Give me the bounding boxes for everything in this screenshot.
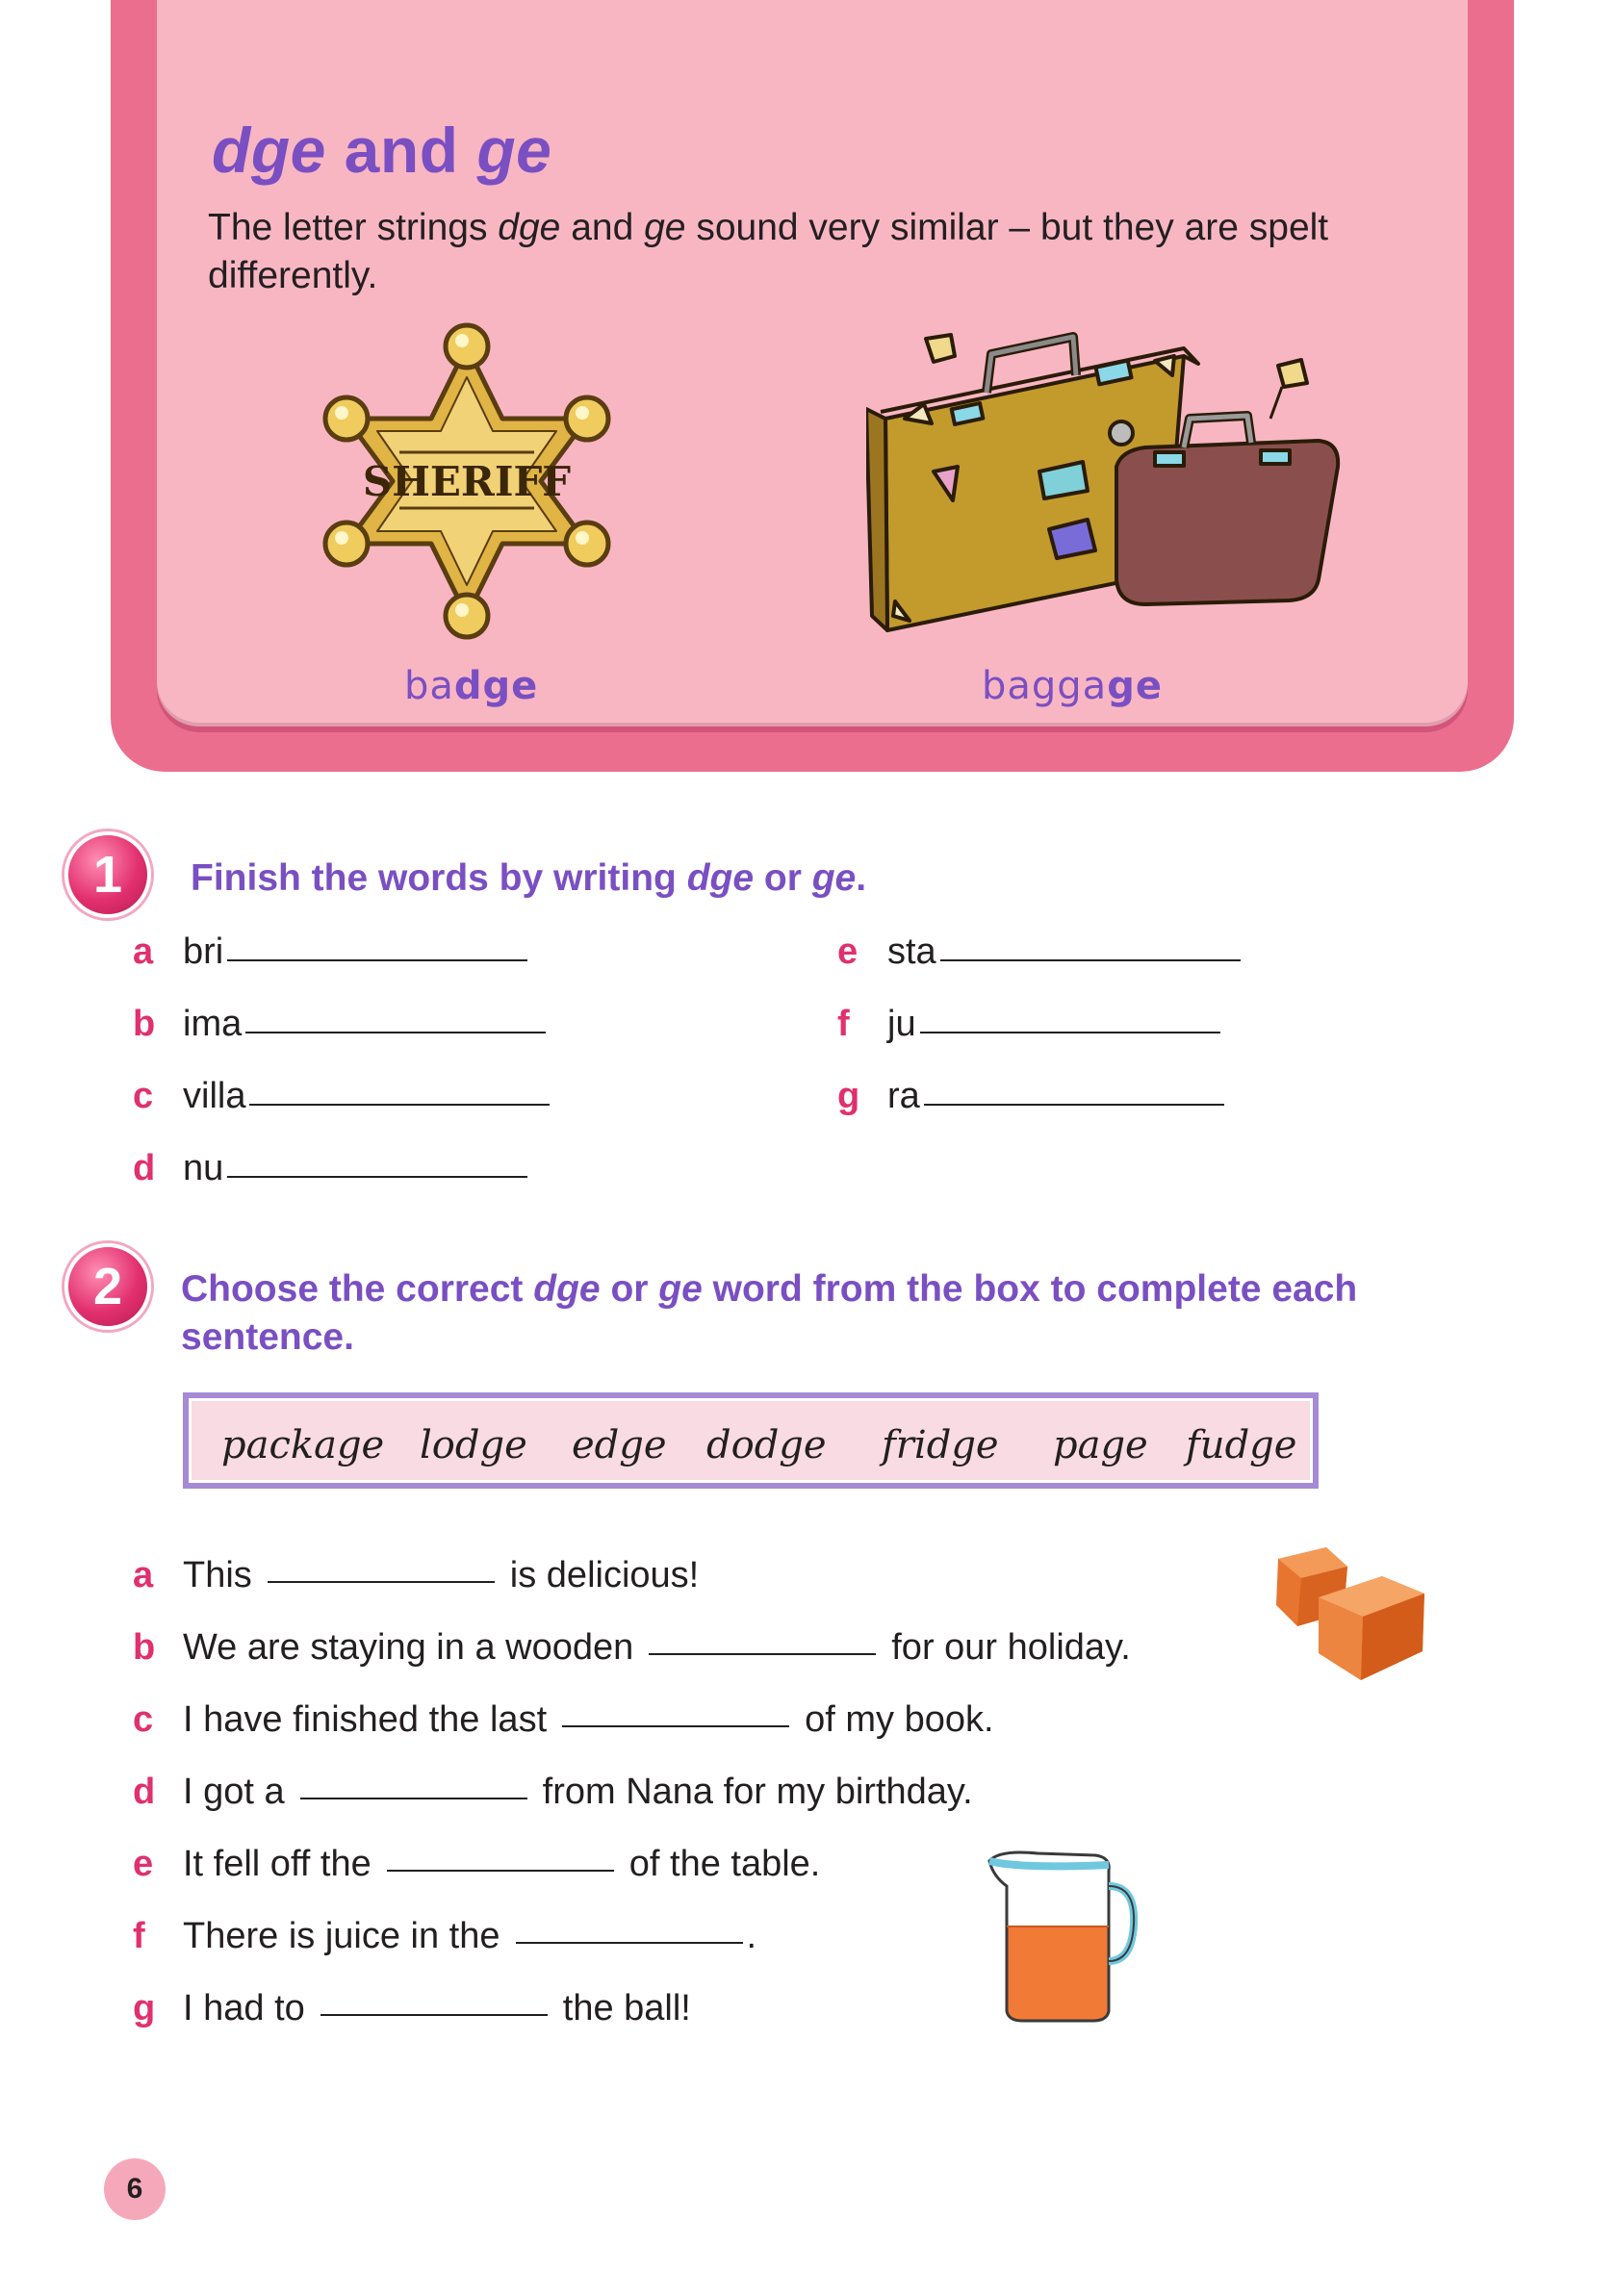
a2-sentence	[133, 1555, 699, 1596]
a2-sentence-after: for our holiday.	[891, 1627, 1131, 1668]
a2-sentence-before: I have finished the last	[183, 1699, 548, 1740]
word-box-word: edge	[572, 1423, 667, 1467]
a2-instr-em-ge: ge	[658, 1268, 703, 1310]
a1-item-stem: bri	[183, 931, 224, 972]
intro-text-3: sound very similar – but they are spelt differently.	[208, 207, 1329, 296]
a2-answer-blank[interactable]	[562, 1725, 789, 1727]
a1-item-stem: ju	[887, 1004, 916, 1044]
intro-text-1: The letter strings	[208, 207, 499, 248]
title-ge: ge	[476, 115, 552, 186]
a2-answer-blank[interactable]	[268, 1581, 495, 1583]
a1-item-letter: g	[837, 1076, 860, 1116]
a2-sentence-before: We are staying in a wooden	[183, 1627, 634, 1668]
a1-item	[837, 1076, 1224, 1117]
a1-item	[837, 1004, 1220, 1045]
a1-item-stem: sta	[887, 931, 936, 972]
a1-item-letter: d	[133, 1148, 156, 1188]
a2-answer-blank[interactable]	[300, 1798, 527, 1799]
a2-instr-em-dge: dge	[533, 1268, 601, 1310]
word-box-word: package	[221, 1423, 385, 1467]
word-box-word: lodge	[420, 1423, 527, 1467]
a1-item-stem: ra	[887, 1076, 920, 1116]
a2-answer-blank[interactable]	[320, 2014, 548, 2016]
activity-2-number: 2	[64, 1243, 151, 1330]
a2-sentence	[133, 1772, 973, 1813]
a1-item	[133, 1076, 550, 1117]
a1-answer-blank[interactable]	[940, 959, 1241, 961]
a2-sentence	[133, 1916, 756, 1957]
fudge-illustration	[1269, 1538, 1451, 1692]
a2-sentence-letter: g	[133, 1988, 156, 2028]
a1-item-letter: c	[133, 1076, 154, 1116]
intro-text	[208, 204, 1411, 300]
a2-sentence-after: of my book.	[805, 1699, 994, 1740]
a2-instr-3: word from the box to complete each sentence.	[181, 1268, 1358, 1358]
a1-item	[133, 1004, 546, 1045]
a2-sentence	[133, 1627, 1131, 1669]
a2-sentence-after: of the table.	[628, 1844, 821, 1884]
word-box-word: fudge	[1186, 1423, 1297, 1467]
a2-answer-blank[interactable]	[387, 1870, 614, 1872]
title-dge: dge	[212, 115, 326, 186]
a1-item-letter: e	[837, 931, 859, 972]
a2-sentence-after: from Nana for my birthday.	[542, 1772, 973, 1812]
example-badge-caption	[404, 664, 538, 708]
baggage-ending: ge	[1107, 664, 1163, 708]
a1-instr-em-dge: dge	[686, 857, 755, 899]
a1-instr-em-ge: ge	[811, 857, 857, 899]
a1-answer-blank[interactable]	[227, 1176, 527, 1178]
word-box-word: dodge	[706, 1423, 827, 1467]
word-box-word: fridge	[882, 1423, 999, 1467]
a2-sentence-before: I had to	[183, 1988, 305, 2028]
a2-sentence-after: is delicious!	[509, 1555, 700, 1595]
badge-stem: ba	[404, 664, 454, 708]
a2-sentence-letter: e	[133, 1844, 154, 1884]
activity-1-instruction	[191, 855, 866, 903]
a1-item-stem: ima	[183, 1004, 243, 1044]
a1-answer-blank[interactable]	[920, 1032, 1220, 1033]
word-box	[183, 1392, 1319, 1489]
a2-instr-2: or	[600, 1268, 659, 1310]
a2-instr-1: Choose the correct	[181, 1268, 534, 1310]
baggage-stem: bagga	[982, 664, 1108, 708]
a2-sentence	[133, 1844, 820, 1885]
a1-answer-blank[interactable]	[227, 959, 527, 961]
activity-2-instruction	[181, 1265, 1490, 1362]
a2-answer-blank[interactable]	[516, 1942, 743, 1944]
example-baggage-caption	[982, 664, 1163, 708]
a2-sentence-letter: f	[133, 1916, 145, 1956]
a2-sentence-before: There is juice in the	[183, 1916, 500, 1956]
activity-1-number: 1	[64, 831, 151, 918]
a1-item-letter: f	[837, 1004, 850, 1044]
a2-sentence-letter: b	[133, 1627, 156, 1668]
intro-em-dge: dge	[498, 207, 561, 248]
badge-lettering: SHERIFF	[362, 458, 572, 505]
a1-item-stem: nu	[183, 1148, 224, 1188]
a1-instr-3: .	[856, 857, 867, 899]
a2-sentence-after: the ball!	[562, 1988, 691, 2028]
page-title	[212, 114, 551, 187]
a2-sentence-before: I got a	[183, 1772, 285, 1812]
a1-item	[133, 931, 527, 973]
a2-sentence-before: It fell off the	[183, 1844, 372, 1884]
intro-em-ge: ge	[644, 207, 686, 248]
word-box-word: page	[1053, 1423, 1148, 1467]
a1-instr-2: or	[754, 857, 812, 899]
badge-ending: dge	[453, 664, 539, 708]
a1-item	[133, 1148, 527, 1189]
a1-instr-1: Finish the words by writing	[191, 857, 687, 899]
a2-sentence-letter: d	[133, 1772, 156, 1812]
a2-sentence	[133, 1699, 994, 1741]
a1-answer-blank[interactable]	[924, 1104, 1224, 1106]
a1-answer-blank[interactable]	[249, 1104, 550, 1106]
sheriff-badge-illustration	[318, 318, 616, 645]
juice-jug-illustration	[980, 1848, 1139, 2026]
a2-sentence-letter: a	[133, 1555, 154, 1595]
a2-answer-blank[interactable]	[649, 1653, 876, 1655]
a1-item-letter: b	[133, 1004, 156, 1044]
a2-sentence-letter: c	[133, 1699, 154, 1740]
a1-item-letter: a	[133, 931, 154, 972]
a2-sentence-before: This	[183, 1555, 252, 1595]
baggage-illustration	[866, 327, 1347, 635]
a1-answer-blank[interactable]	[245, 1032, 546, 1033]
a1-item-stem: villa	[183, 1076, 246, 1116]
intro-text-2: and	[560, 207, 645, 248]
a1-item	[837, 931, 1241, 973]
title-and: and	[325, 115, 477, 186]
a2-sentence	[133, 1988, 691, 2029]
a2-sentence-after: .	[746, 1916, 757, 1956]
page-number: 6	[104, 2158, 166, 2220]
